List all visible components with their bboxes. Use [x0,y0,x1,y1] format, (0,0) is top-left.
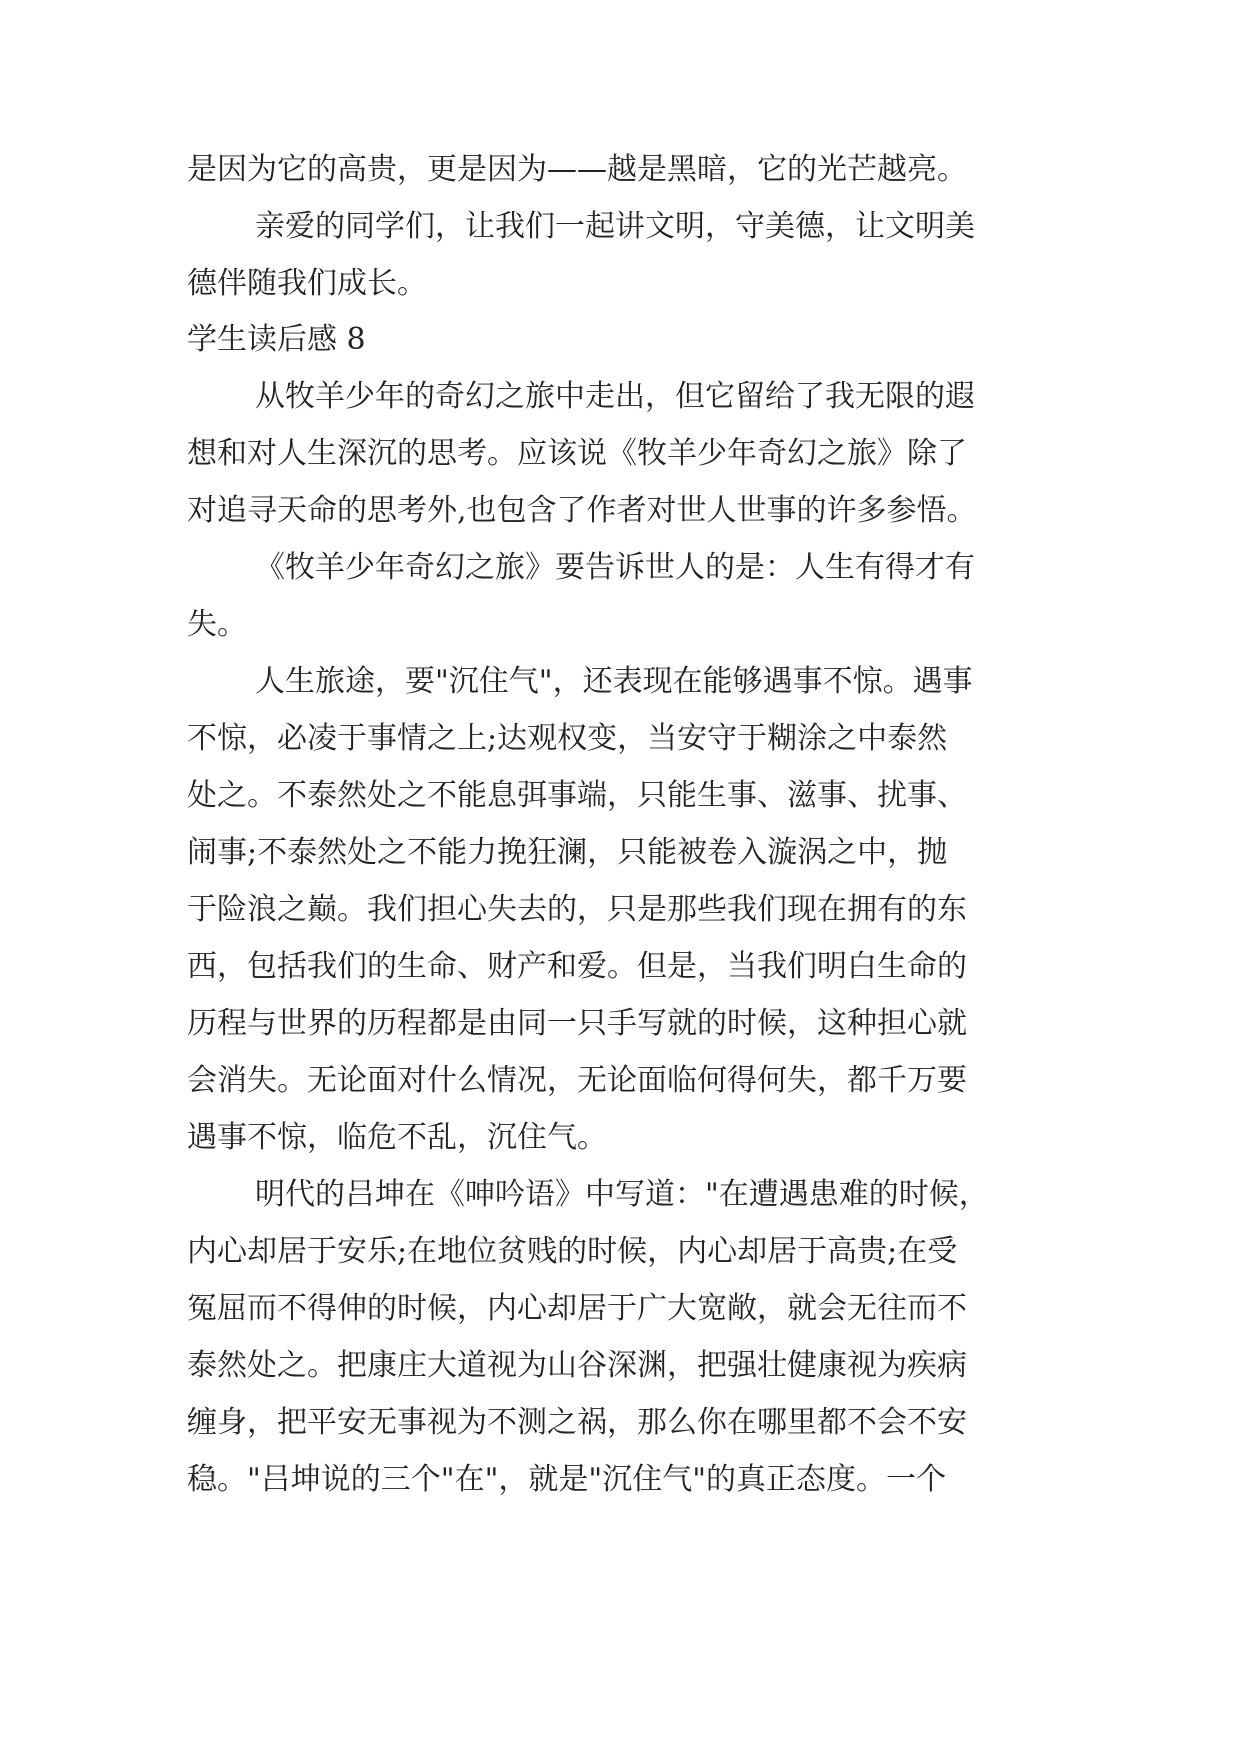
text-line: 遇事不惊，临危不乱，沉住气。 [187,1120,607,1155]
paragraph-start-line: 明代的吕坤在《呻吟语》中写道："在遭遇患难的时候， [255,1177,989,1212]
paragraph-start-line: 从牧羊少年的奇幻之旅中走出，但它留给了我无限的遐 [255,379,975,414]
text-line: 于险浪之巅。我们担心失去的，只是那些我们现在拥有的东 [187,892,967,927]
text-line: 内心却居于安乐;在地位贫贱的时候，内心却居于高贵;在受 [187,1234,958,1269]
text-line: 失。 [187,607,247,642]
text-line: 冤屈而不得伸的时候，内心却居于广大宽敞，就会无往而不 [187,1291,967,1326]
text-line: 想和对人生深沉的思考。应该说《牧羊少年奇幻之旅》除了 [187,436,967,471]
text-line: 闹事;不泰然处之不能力挽狂澜，只能被卷入漩涡之中，抛 [187,835,948,870]
text-line: 德伴随我们成长。 [187,266,427,301]
text-line: 会消失。无论面对什么情况，无论面临何得何失，都千万要 [187,1063,967,1098]
text-line: 对追寻天命的思考外,也包含了作者对世人世事的许多参悟。 [187,493,977,528]
text-line: 处之。不泰然处之不能息弭事端，只能生事、滋事、扰事、 [187,778,967,813]
paragraph-start-line: 人生旅途，要"沉住气"，还表现在能够遇事不惊。遇事 [255,664,973,699]
text-line: 是因为它的高贵，更是因为——越是黑暗，它的光芒越亮。 [187,152,967,187]
text-line: 稳。"吕坤说的三个"在"，就是"沉住气"的真正态度。一个 [187,1462,946,1497]
text-line: 历程与世界的历程都是由同一只手写就的时候，这种担心就 [187,1006,967,1041]
text-line: 泰然处之。把康庄大道视为山谷深渊，把强壮健康视为疾病 [187,1348,967,1383]
text-line: 西，包括我们的生命、财产和爱。但是，当我们明白生命的 [187,949,967,984]
section-heading: 学生读后感 8 [187,322,366,357]
paragraph-start-line: 《牧羊少年奇幻之旅》要告诉世人的是：人生有得才有 [255,550,975,585]
paragraph-start-line: 亲爱的同学们，让我们一起讲文明，守美德，让文明美 [255,209,975,244]
text-line: 缠身，把平安无事视为不测之祸，那么你在哪里都不会不安 [187,1405,967,1440]
text-line: 不惊，必凌于事情之上;达观权变，当安守于糊涂之中泰然 [187,721,948,756]
